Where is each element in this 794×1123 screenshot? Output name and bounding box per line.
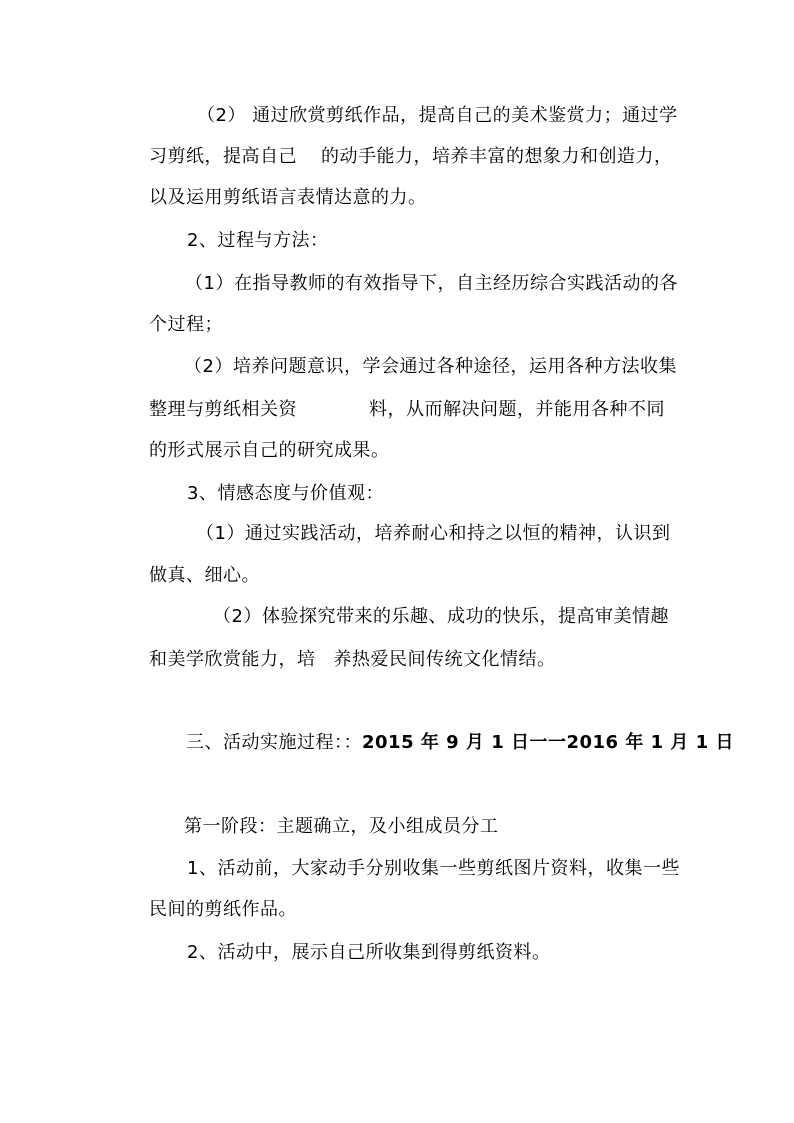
text-segment: 养热爱民间传统文化情结。: [333, 649, 556, 670]
text-segment: 的动手能力，培养丰富的想象力和创造力，: [321, 146, 673, 167]
paragraph-line: 1、活动前，大家动手分别收集一些剪纸图片资料，收集一些: [187, 858, 680, 879]
section-label: 三、活动实施过程：：: [186, 732, 362, 753]
section-heading: [186, 731, 734, 755]
text-segment: 料，从而解决问题，并能用各种不同: [369, 399, 665, 420]
paragraph-line: 的形式展示自己的研究成果。: [149, 440, 390, 461]
text-segment: 整理与剪纸相关资: [149, 399, 297, 420]
text-segment: 和美学欣赏能力，培: [149, 649, 316, 670]
date-range: 2015 年 9 月 1 日一一2016 年 1 月 1 日: [362, 732, 734, 753]
paragraph-line: （1）在指导教师的有效指导下，自主经历综合实践活动的各: [185, 273, 678, 294]
stage-heading: 第一阶段：主题确立，及小组成员分工: [184, 816, 499, 837]
section-heading: 2、过程与方法：: [187, 230, 329, 251]
paragraph-line: （2）培养问题意识，学会通过各种途径，运用各种方法收集: [184, 356, 677, 377]
text-segment: 习剪纸，提高自己: [149, 146, 297, 167]
section-heading: 3、情感态度与价值观：: [187, 483, 384, 504]
paragraph-line: 做真、细心。: [149, 565, 260, 586]
paragraph-line: （2） 通过欣赏剪纸作品，提高自己的美术鉴赏力；通过学: [197, 105, 678, 126]
paragraph-line: 2、活动中，展示自己所收集到得剪纸资料。: [187, 942, 551, 963]
paragraph-line: （2）体验探究带来的乐趣、成功的快乐，提高审美情趣: [213, 606, 669, 627]
paragraph-line: （1）通过实践活动，培养耐心和持之以恒的精神，认识到: [196, 523, 671, 544]
paragraph-line: 民间的剪纸作品。: [149, 899, 297, 920]
paragraph-line: 个过程；: [149, 314, 223, 335]
paragraph-line: [149, 145, 673, 169]
paragraph-line: 以及运用剪纸语言表情达意的力。: [149, 187, 427, 208]
paragraph-line: [149, 648, 556, 672]
paragraph-line: [149, 398, 665, 422]
